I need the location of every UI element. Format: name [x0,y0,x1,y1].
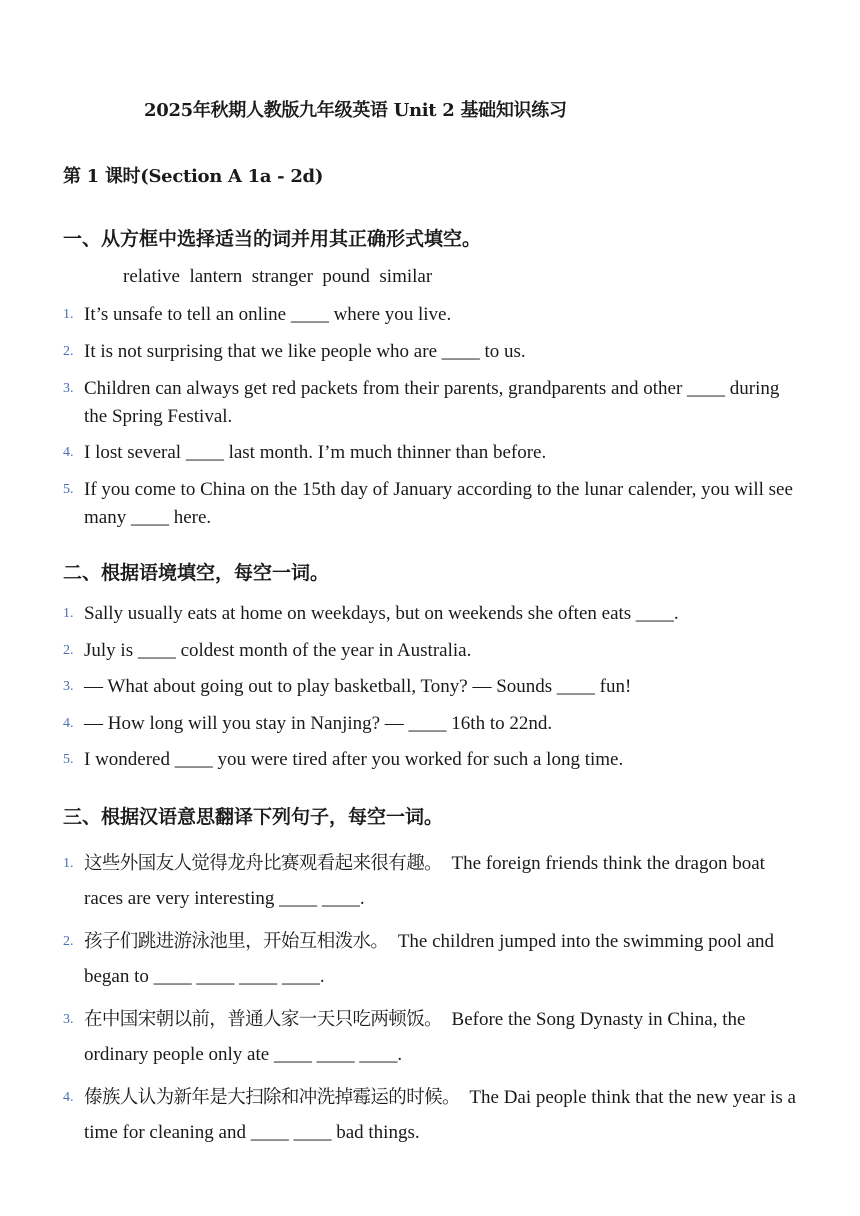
chinese-prompt: 在中国宋朝以前，普通人家一天只吃两顿饭。 [84,1009,443,1030]
question-number: 1. [63,856,74,871]
s3-question-3 [63,1002,803,1072]
s1-question-1 [63,301,803,329]
english-sentence: The Dai people think that the new year is a time for cleaning and ____ ____ bad things. [84,1087,796,1143]
question-number: 2. [63,934,74,949]
question-text: July is ____ coldest month of the year in Australia. [84,640,472,661]
question-text: It is not surprising that we like people who are ____ to us. [84,341,526,362]
question-number: 2. [63,643,74,658]
question-number: 3. [63,381,74,396]
question-number: 1. [63,606,74,621]
question-text: I wondered ____ you were tired after you worked for such a long time. [84,749,624,770]
chinese-prompt: 傣族人认为新年是大扫除和冲洗掉霉运的时候。 [84,1087,460,1108]
chinese-prompt: 这些外国友人觉得龙舟比赛观看起来很有趣。 [84,853,443,874]
s3-question-4 [63,1080,803,1150]
s2-question-4 [63,710,803,738]
question-number: 5. [63,752,74,767]
s2-question-1 [63,600,803,628]
question-text: It’s unsafe to tell an online ____ where you live. [84,304,452,325]
question-number: 4. [63,445,74,460]
question-text: If you come to China on the 15th day of January according to the lunar calender, you will see many ____ here. [84,479,793,528]
s3-question-2 [63,924,803,994]
question-text: Children can always get red packets from their parents, grandparents and other ____ during the Spring Festival. [84,378,780,427]
s3-question-1 [63,846,803,916]
question-number: 4. [63,1090,74,1105]
english-sentence: The foreign friends think the dragon boat races are very interesting ____ ____. [84,853,765,909]
lesson-subtitle: 第 1 课时(Section A 1a - 2d) [63,166,324,187]
question-number: 3. [63,1012,74,1027]
question-number: 5. [63,482,74,497]
s1-question-2 [63,338,803,366]
s1-question-4 [63,439,803,467]
s2-question-2 [63,637,803,665]
question-number: 3. [63,679,74,694]
section2-heading: 二、根据语境填空，每空一词。 [63,562,330,584]
english-sentence: The children jumped into the swimming pool and began to ____ ____ ____ ____. [84,931,775,987]
question-text: — What about going out to play basketball, Tony? — Sounds ____ fun! [84,676,632,697]
question-text: I lost several ____ last month. I’m much thinner than before. [84,442,547,463]
s2-question-5 [63,746,803,774]
section3-heading: 三、根据汉语意思翻译下列句子，每空一词。 [63,806,444,828]
question-number: 1. [63,307,74,322]
chinese-prompt: 孩子们跳进游泳池里，开始互相泼水。 [84,931,389,952]
question-number: 2. [63,344,74,359]
s1-question-3 [63,375,803,431]
english-sentence: Before the Song Dynasty in China, the ordinary people only ate ____ ____ ____. [84,1009,746,1065]
s2-question-3 [63,673,803,701]
question-text: Sally usually eats at home on weekdays, but on weekends she often eats ____. [84,603,679,624]
question-text: — How long will you stay in Nanjing? — ____ 16th to 22nd. [84,713,553,734]
s1-question-5 [63,476,803,532]
section1-heading: 一、从方框中选择适当的词并用其正确形式填空。 [63,228,482,250]
question-number: 4. [63,716,74,731]
word-bank: relative lantern stranger pound similar [123,266,433,287]
page-title: 2025年秋期人教版九年级英语 Unit 2 基础知识练习 [144,100,567,121]
